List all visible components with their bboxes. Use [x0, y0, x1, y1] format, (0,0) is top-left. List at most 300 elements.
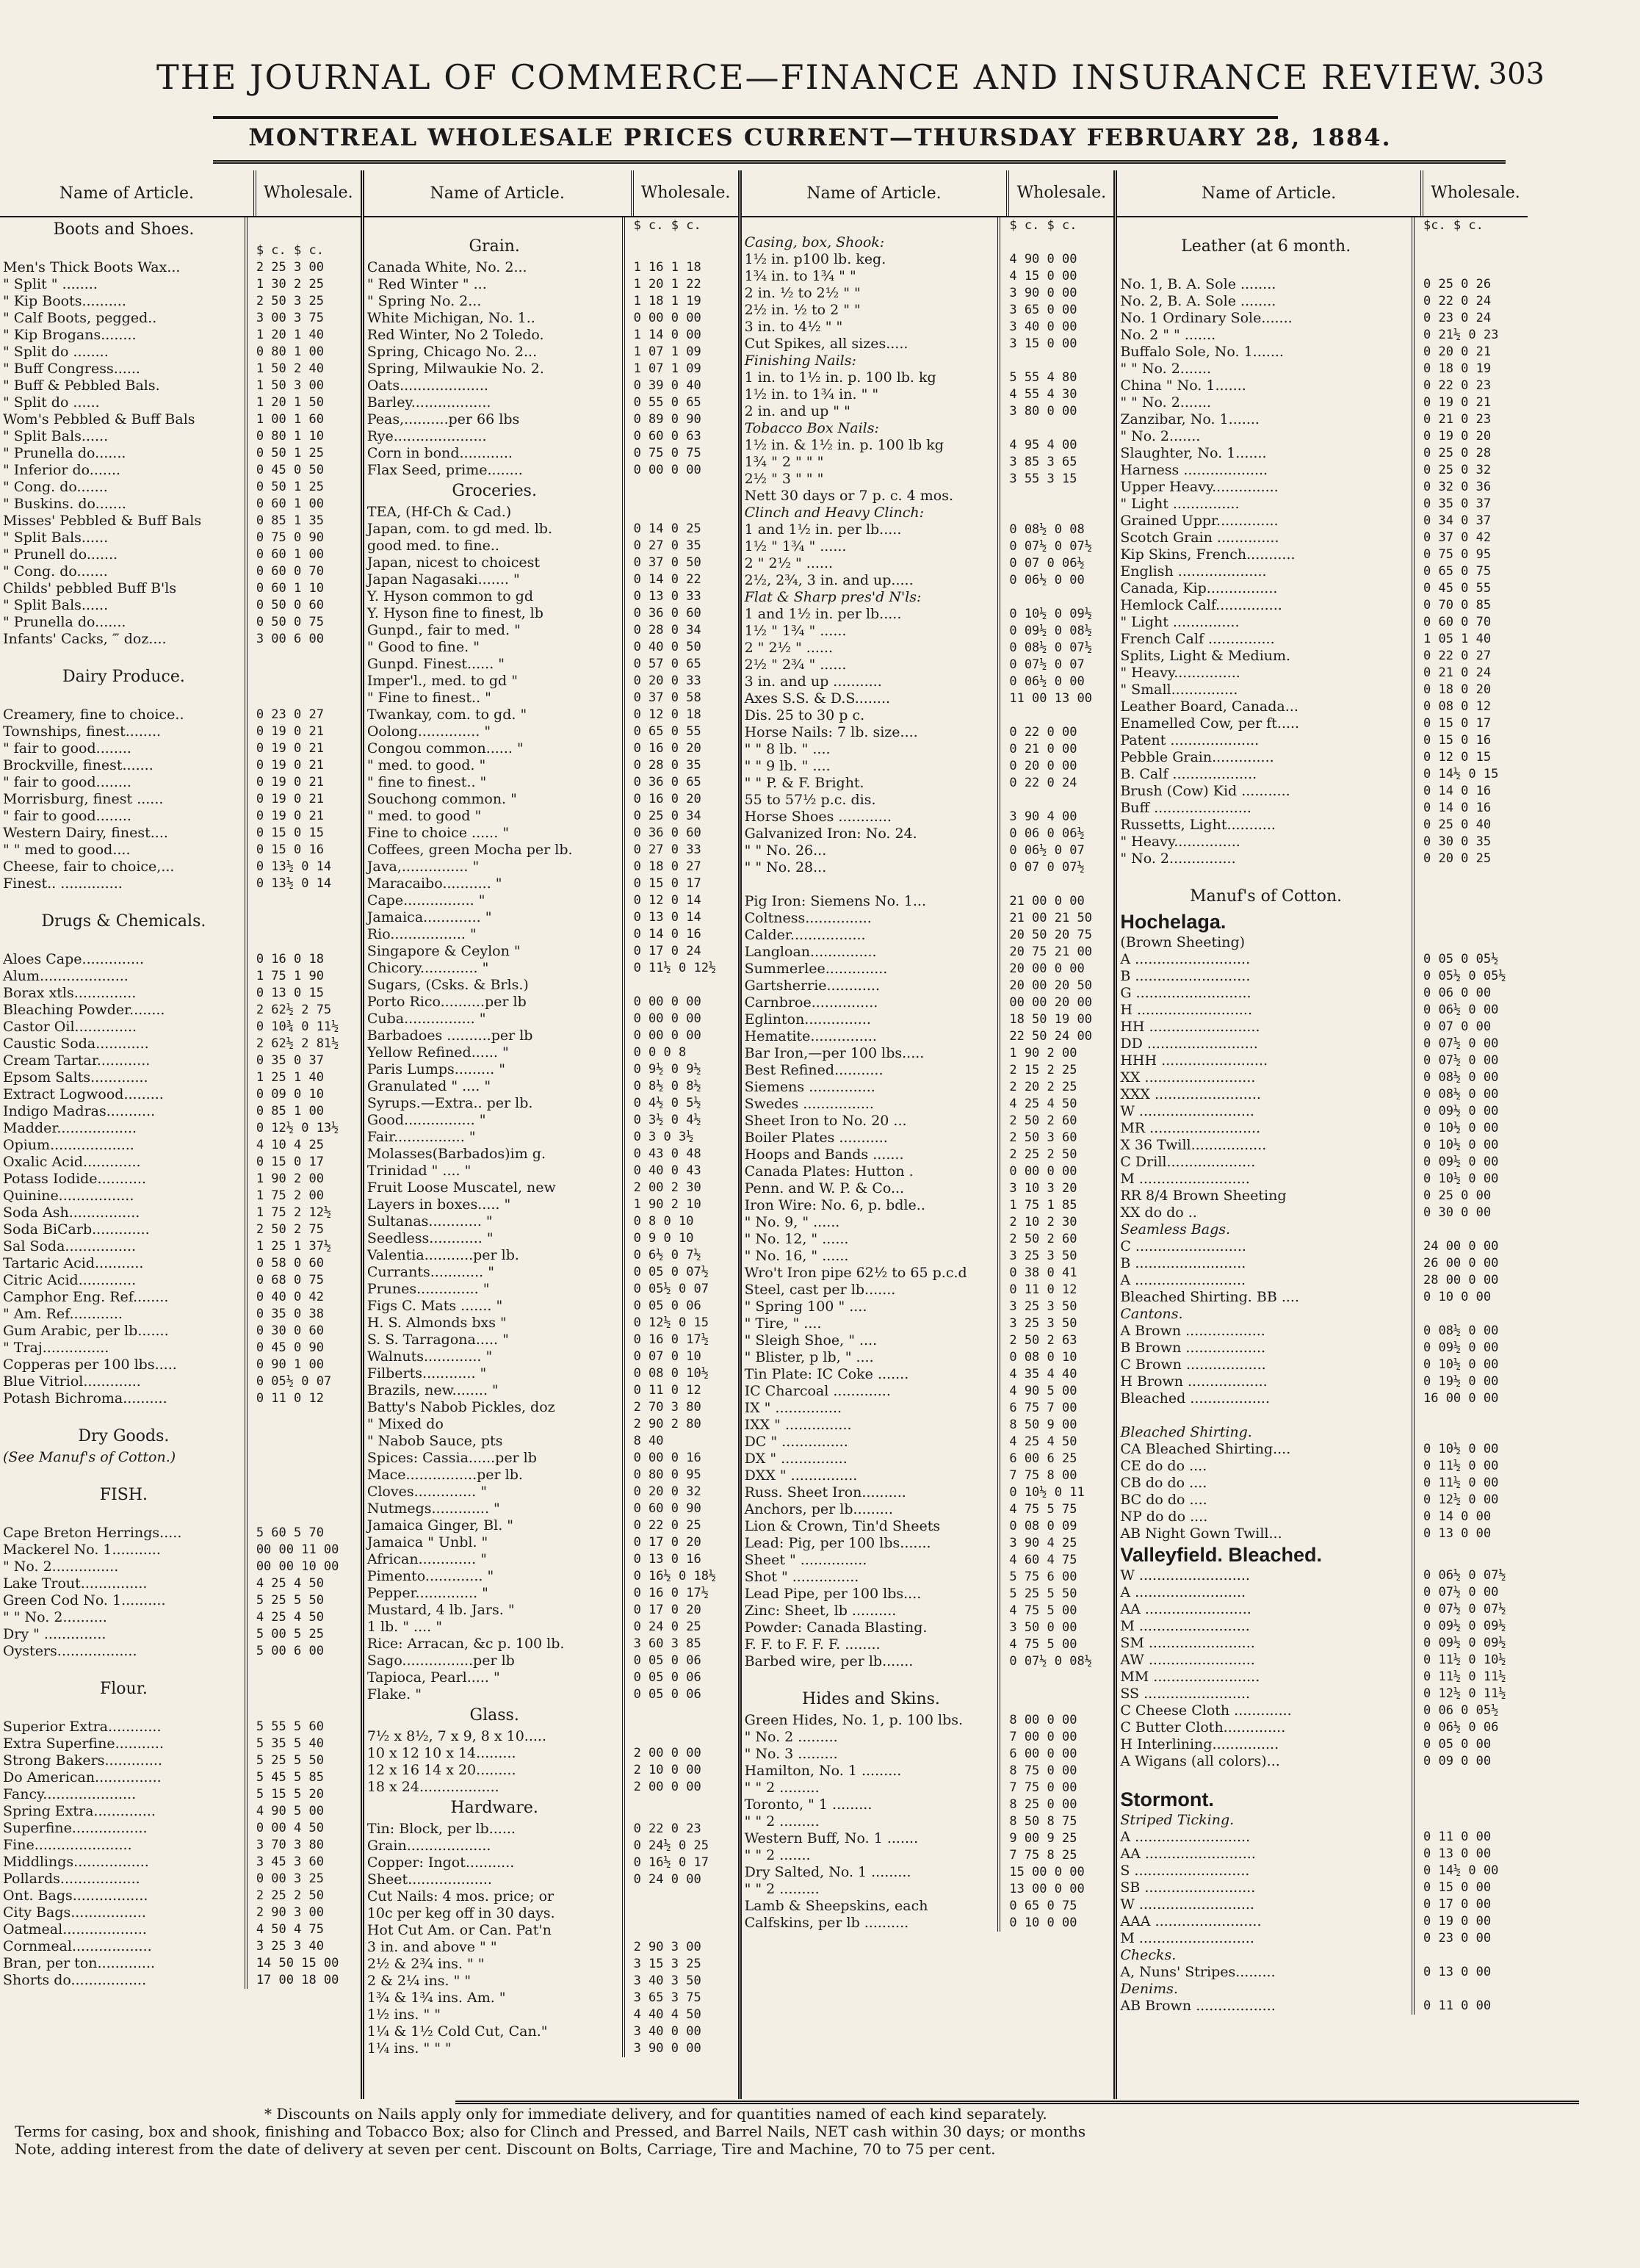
price-row — [364, 1196, 738, 1213]
footnote: * Discounts on Nails apply only for immediate delivery, and for quantities named of each kind separately. — [264, 2105, 1047, 2123]
price-row — [364, 1078, 738, 1095]
article-name: Penn. and W. P. & Co... — [744, 1180, 905, 1196]
wholesale-price: 0 07½ 0 08½ — [997, 1653, 1113, 1670]
article-name: MR ......................... — [1120, 1120, 1261, 1136]
price-row — [1117, 1492, 1528, 1509]
article-name: Potass Iodide........... — [3, 1171, 146, 1187]
article-name: IC Charcoal ............. — [744, 1383, 891, 1399]
price-row — [1117, 698, 1528, 715]
section-heading-row — [364, 479, 738, 504]
article-name: " No. 16, " ...... — [744, 1248, 849, 1264]
price-row — [364, 1990, 738, 2007]
wholesale-price: 5 00 5 25 — [245, 1626, 361, 1643]
price-row — [364, 1044, 738, 1061]
article-name: CE do do .... — [1120, 1458, 1207, 1474]
wholesale-price: 0 25 0 26 — [1412, 276, 1528, 293]
wholesale-price: 0 05 0 05½ — [1412, 951, 1528, 968]
article-name: Borax xtls.............. — [3, 985, 137, 1001]
article-name: RR 8/4 Brown Sheeting — [1120, 1188, 1287, 1204]
article-name: H Interlining............... — [1120, 1736, 1279, 1752]
article-name: " " 2 ....... — [744, 1847, 811, 1863]
article-name: " " No. 2....... — [1120, 394, 1212, 411]
price-column-4 — [1117, 170, 1528, 2099]
price-row — [1117, 293, 1528, 310]
wholesale-price: 0 06½ 0 07½ — [1412, 1567, 1528, 1584]
price-row — [742, 251, 1114, 268]
wholesale-price: 1 07 1 09 — [622, 361, 738, 378]
wholesale-price: 7 00 0 00 — [997, 1729, 1113, 1746]
price-row — [0, 1306, 361, 1323]
article-name: " " med to good.... — [3, 842, 131, 858]
article-name: Creamery, fine to choice.. — [3, 707, 184, 723]
article-name: M .......................... — [1120, 1930, 1254, 1946]
article-name: Seamless Bags. — [1120, 1221, 1231, 1238]
article-name: Zinc: Sheet, lb .......... — [744, 1603, 897, 1619]
name-of-article-header: Name of Article. — [1202, 184, 1337, 203]
wholesale-price: 0 35 0 37 — [245, 1052, 361, 1069]
article-name — [742, 876, 998, 893]
wholesale-price: 14 50 15 00 — [245, 1955, 361, 1972]
article-name: Soda Ash................ — [3, 1205, 140, 1221]
article-name: Citric Acid............. — [3, 1272, 137, 1288]
wholesale-price: 4 50 4 75 — [245, 1921, 361, 1938]
article-name: Canada White, No. 2... — [366, 259, 527, 275]
article-name: Valleyfield. Bleached. — [1120, 1544, 1322, 1566]
price-row — [742, 1400, 1114, 1417]
wholesale-price — [997, 234, 1113, 251]
wholesale-price: 0 00 4 50 — [245, 1820, 361, 1837]
article-name: Japan, com. to gd med. lb. — [366, 521, 552, 537]
wholesale-price — [245, 909, 361, 934]
price-row — [0, 1854, 361, 1871]
article-name — [1117, 217, 1412, 234]
wholesale-price: 0 22 0 24 — [997, 775, 1113, 792]
article-name: M ......................... — [1120, 1618, 1250, 1634]
price-row — [364, 1653, 738, 1669]
wholesale-price: 0 07 0 06½ — [997, 555, 1113, 572]
wholesale-price: 0 11 0 00 — [1412, 1998, 1528, 2015]
price-row — [1117, 732, 1528, 749]
wholesale-price: 20 75 21 00 — [997, 944, 1113, 961]
article-name: " fair to good........ — [3, 774, 131, 790]
wholesale-price: 0 08½ 0 08 — [997, 521, 1113, 538]
article-name: " Fine to finest.. " — [366, 690, 491, 706]
wholesale-price: 0 15 0 15 — [245, 825, 361, 842]
wholesale-price: 2 00 0 00 — [622, 1779, 738, 1796]
wholesale-price — [997, 589, 1113, 606]
price-row — [742, 1535, 1114, 1552]
wholesale-price: 0 19 0 20 — [1412, 428, 1528, 445]
price-row — [1117, 1913, 1528, 1930]
price-row — [742, 505, 1114, 521]
price-list-title: MONTREAL WHOLESALE PRICES CURRENT—THURSDAY FEBRUARY 28, 1884. — [248, 123, 1392, 151]
wholesale-price: 0 13½ 0 14 — [245, 875, 361, 892]
price-row — [0, 1643, 361, 1660]
article-name: Steel, cast per lb....... — [744, 1282, 896, 1298]
wholesale-price: 0 80 0 95 — [622, 1467, 738, 1484]
article-name: Corn in bond............ — [366, 445, 513, 461]
price-row — [742, 893, 1114, 910]
wholesale-price: 0 22 0 00 — [997, 724, 1113, 741]
article-name — [0, 1407, 245, 1424]
article-name: " Blister, p lb, " .... — [744, 1349, 874, 1365]
article-name: " Buff Congress...... — [3, 361, 140, 377]
price-row — [1117, 1846, 1528, 1863]
article-name: B. Calf ................... — [1120, 766, 1257, 782]
wholesale-price: 0 19½ 0 00 — [1412, 1373, 1528, 1390]
wholesale-price: 2 50 2 63 — [997, 1332, 1113, 1349]
article-name: Splits, Light & Medium. — [1120, 648, 1291, 664]
price-row — [0, 1466, 361, 1483]
price-row — [0, 1407, 361, 1424]
price-row — [1117, 817, 1528, 834]
article-name: S .......................... — [1120, 1863, 1250, 1879]
wholesale-price: 7 75 8 00 — [997, 1467, 1113, 1484]
price-row — [742, 1653, 1114, 1670]
article-name: Swedes ................ — [744, 1096, 874, 1112]
price-row — [742, 1763, 1114, 1780]
wholesale-price: 0 27 0 35 — [622, 538, 738, 555]
article-name: Powder: Canada Blasting. — [744, 1619, 928, 1636]
wholesale-price: 0 40 0 50 — [622, 639, 738, 656]
wholesale-price: 0 07½ 0 07½ — [1412, 1601, 1528, 1618]
wholesale-price — [245, 1677, 361, 1702]
price-row — [742, 944, 1114, 961]
wholesale-price: 4 25 4 50 — [245, 1575, 361, 1592]
price-row — [0, 378, 361, 394]
wholesale-price: 8 25 0 00 — [997, 1796, 1113, 1813]
article-name: 1 in. to 1½ in. p. 100 lb. kg — [744, 369, 936, 386]
article-name: Gunpd. Finest...... " — [366, 656, 505, 672]
article-name: Cornmeal.................. — [3, 1938, 152, 1954]
article-name: 1¾ " 2 " " " — [744, 454, 824, 470]
price-row — [0, 690, 361, 707]
price-row — [0, 1769, 361, 1786]
article-name: " Traj............... — [3, 1340, 109, 1356]
article-name: Congou common...... " — [366, 740, 524, 756]
article-name: AA ........................ — [1120, 1601, 1251, 1617]
wholesale-price: 0 16 0 20 — [622, 791, 738, 808]
price-row — [0, 1719, 361, 1736]
article-name: " fair to good........ — [3, 808, 131, 824]
price-row — [364, 1779, 738, 1796]
price-row — [0, 1340, 361, 1357]
article-name: 2½ " 3 " " " — [744, 471, 824, 487]
article-name: S. S. Tarragona..... " — [366, 1332, 509, 1348]
wholesale-price: 0 35 0 38 — [245, 1306, 361, 1323]
price-row — [364, 1365, 738, 1382]
price-row — [0, 1205, 361, 1221]
wholesale-price: 0 13 0 16 — [622, 1551, 738, 1568]
price-row — [364, 757, 738, 774]
article-name: 1½ in. & 1½ in. p. 100 lb kg — [744, 437, 944, 453]
price-row — [742, 1847, 1114, 1864]
wholesale-price: 0 09½ 0 08½ — [997, 623, 1113, 640]
price-row — [742, 1518, 1114, 1535]
wholesale-price: 0 25 0 40 — [1412, 817, 1528, 834]
wholesale-price: 0 25 0 28 — [1412, 445, 1528, 462]
price-row — [364, 1956, 738, 1973]
wholesale-price: 0 17 0 00 — [1412, 1896, 1528, 1913]
price-row — [364, 1247, 738, 1264]
column-body — [742, 217, 1114, 2099]
price-row — [1117, 682, 1528, 698]
price-row — [1117, 1137, 1528, 1154]
price-row — [0, 1272, 361, 1289]
price-row — [1117, 1947, 1528, 1964]
price-row — [0, 1120, 361, 1137]
price-row — [742, 437, 1114, 454]
wholesale-price — [997, 1670, 1113, 1687]
wholesale-price: 8 50 8 75 — [997, 1813, 1113, 1830]
article-name: Pimento............. " — [366, 1568, 494, 1584]
article-name: A ......................... — [1120, 1272, 1246, 1288]
price-row — [1117, 496, 1528, 513]
price-row — [1117, 327, 1528, 344]
wholesale-price: 0 21 0 00 — [997, 741, 1113, 758]
article-name: Lamb & Sheepskins, each — [744, 1898, 928, 1914]
wholesale-price: 0 19 0 21 — [245, 808, 361, 825]
price-row — [364, 892, 738, 909]
wholesale-price: 0 10½ 0 00 — [1412, 1441, 1528, 1458]
article-name: Syrups.—Extra.. per lb. — [366, 1095, 533, 1111]
wholesale-price: 0 13 0 00 — [1412, 1964, 1528, 1981]
article-name: 1¼ ins. " " " — [366, 2040, 452, 2056]
wholesale-price: 0 21 0 23 — [1412, 411, 1528, 428]
price-row — [1117, 783, 1528, 800]
wholesale-price: 16 00 0 00 — [1412, 1390, 1528, 1407]
price-row — [364, 504, 738, 521]
article-name: Extra Superfine........... — [3, 1736, 165, 1752]
price-row — [364, 1332, 738, 1348]
price-row — [1117, 867, 1528, 884]
price-row — [364, 1855, 738, 1871]
price-row — [1117, 259, 1528, 276]
wholesale-price: 0 28 0 35 — [622, 757, 738, 774]
wholesale-price: 2 20 2 25 — [997, 1079, 1113, 1096]
price-row — [742, 606, 1114, 623]
wholesale-price: 0 05 0 07½ — [622, 1264, 738, 1281]
article-name: Prunes.............. " — [366, 1281, 490, 1297]
price-row — [1117, 1753, 1528, 1770]
wholesale-price: 0 13½ 0 14 — [245, 859, 361, 875]
price-row — [1117, 1323, 1528, 1340]
wholesale-price: 3 15 3 25 — [622, 1956, 738, 1973]
price-column-3 — [742, 170, 1118, 2099]
wholesale-price: 0 08 0 10½ — [622, 1365, 738, 1382]
article-name: CB do do .... — [1120, 1475, 1207, 1491]
wholesale-price: 0 14 0 22 — [622, 571, 738, 588]
price-row — [1117, 1424, 1528, 1441]
wholesale-price: 17 00 18 00 — [245, 1972, 361, 1989]
wholesale-price: 0 07 0 10 — [622, 1348, 738, 1365]
price-row — [1117, 766, 1528, 783]
article-name: Spring Extra.............. — [3, 1803, 156, 1819]
wholesale-price — [622, 479, 738, 504]
article-name: C Brown .................. — [1120, 1357, 1266, 1373]
wholesale-price: 1 90 2 00 — [245, 1171, 361, 1188]
article-name: AB Night Gown Twill... — [1120, 1525, 1282, 1542]
article-name: XX ......................... — [1120, 1069, 1256, 1086]
price-row — [1117, 1635, 1528, 1652]
wholesale-price: 3 10 3 20 — [997, 1180, 1113, 1197]
price-row — [364, 1129, 738, 1146]
price-table — [0, 170, 1528, 2099]
price-row — [364, 1382, 738, 1399]
price-row — [742, 690, 1114, 707]
price-row — [0, 1702, 361, 1719]
wholesale-price: 0 10½ 0 00 — [1412, 1137, 1528, 1154]
wholesale-price — [1412, 1947, 1528, 1964]
wholesale-price: 0 09½ 0 00 — [1412, 1340, 1528, 1357]
wholesale-price: 0 18 0 20 — [1412, 682, 1528, 698]
price-row — [742, 1113, 1114, 1130]
article-name: " Prunell do....... — [3, 546, 118, 563]
wholesale-price: 0 12½ 0 13½ — [245, 1120, 361, 1137]
article-name: " No. 2............... — [3, 1559, 119, 1575]
article-name: Hematite............... — [744, 1028, 877, 1044]
price-row — [742, 623, 1114, 640]
wholesale-price: 0 13 0 15 — [245, 985, 361, 1002]
wholesale-price: 0 36 0 60 — [622, 825, 738, 842]
article-name: Cheese, fair to choice,... — [3, 859, 175, 875]
wholesale-price: 0 05½ 0 07 — [245, 1373, 361, 1390]
price-row — [1117, 968, 1528, 985]
price-row — [0, 361, 361, 378]
article-name: 2 & 2¼ ins. " " — [366, 1973, 472, 1989]
article-name: Western Buff, No. 1 ....... — [744, 1830, 919, 1846]
wholesale-price: 0 37 0 50 — [622, 555, 738, 571]
price-row — [1117, 563, 1528, 580]
wholesale-price: 0 08½ 0 00 — [1412, 1086, 1528, 1103]
article-name: 10 x 12 10 x 14......... — [366, 1745, 516, 1761]
price-row — [364, 909, 738, 926]
wholesale-price: 0 10¾ 0 11½ — [245, 1019, 361, 1036]
wholesale-price: 4 25 4 50 — [997, 1096, 1113, 1113]
article-name: Clinch and Heavy Clinch: — [744, 505, 925, 521]
footnote: Note, adding interest from the date of delivery at seven per cent. Discount on Bolts, Carriage, Tire and Machine, 70 to 75 per cent. — [15, 2140, 996, 2158]
price-row — [364, 1669, 738, 1686]
article-name: Fair................ " — [366, 1129, 476, 1145]
article-name: Bleached Shirting. — [1120, 1424, 1252, 1440]
subtitle-rule — [213, 160, 1506, 164]
wholesale-price: 0 05½ 0 07 — [622, 1281, 738, 1298]
price-row — [0, 1154, 361, 1171]
wholesale-price: 0 17 0 24 — [622, 943, 738, 960]
article-name: Slaughter, No. 1....... — [1120, 445, 1267, 461]
price-row — [1117, 1525, 1528, 1542]
article-name: Fruit Loose Muscatel, new — [366, 1180, 556, 1196]
article-name: Imper'l., med. to gd " — [366, 673, 518, 689]
price-row — [364, 1399, 738, 1416]
price-row — [742, 268, 1114, 285]
article-name: 2½, 2¾, 3 in. and up..... — [744, 572, 914, 588]
wholesale-price: 9 00 9 25 — [997, 1830, 1113, 1847]
wholesale-price: 0 13 0 14 — [622, 909, 738, 926]
article-name: XX do do .. — [1120, 1205, 1197, 1221]
wholesale-price: 0 19 0 21 — [245, 723, 361, 740]
wholesale-price — [1412, 884, 1528, 909]
price-row — [0, 1221, 361, 1238]
article-name: Camphor Eng. Ref........ — [3, 1289, 169, 1305]
price-row — [364, 1534, 738, 1551]
article-name: Chicory............. " — [366, 960, 489, 976]
article-name: Best Refined........... — [744, 1062, 884, 1078]
article-name: 3 in. and above " " — [366, 1939, 497, 1955]
article-name: Caustic Soda............ — [3, 1036, 149, 1052]
wholesale-price: 0 16½ 0 18½ — [622, 1568, 738, 1585]
article-name: 2 " 2½ " ...... — [744, 555, 834, 571]
article-name: Madder.................. — [3, 1120, 137, 1136]
article-name: Epsom Salts............. — [3, 1069, 148, 1086]
wholesale-price: 1 25 1 37½ — [245, 1238, 361, 1255]
article-name: Pig Iron: Siemens No. 1... — [744, 893, 926, 909]
price-row — [742, 1552, 1114, 1569]
price-row — [364, 639, 738, 656]
article-name: Brockville, finest....... — [3, 757, 153, 773]
wholesale-price: 3 40 0 00 — [997, 319, 1113, 336]
price-row — [364, 1264, 738, 1281]
price-row — [742, 217, 1114, 234]
article-name: " Prunella do....... — [3, 445, 126, 461]
wholesale-price: 0 11 0 00 — [1412, 1829, 1528, 1846]
article-name — [0, 1660, 245, 1677]
wholesale-price: 0 3½ 0 4½ — [622, 1112, 738, 1129]
price-row — [742, 1915, 1114, 1932]
price-row — [1117, 1601, 1528, 1618]
wholesale-price: 0 11½ 0 00 — [1412, 1475, 1528, 1492]
price-row — [0, 1323, 361, 1340]
wholesale-price — [245, 1483, 361, 1508]
price-column-2 — [364, 170, 742, 2099]
wholesale-price: 2 90 2 80 — [622, 1416, 738, 1433]
wholesale-price: 0 17 0 20 — [622, 1602, 738, 1619]
price-row — [364, 1922, 738, 1939]
wholesale-price: 0 37 0 58 — [622, 690, 738, 707]
wholesale-price: 0 24 0 25 — [622, 1619, 738, 1636]
wholesale-price: 0 11 0 12 — [245, 1390, 361, 1407]
article-name: " Light ............... — [1120, 496, 1240, 512]
wholesale-price: 0 20 0 33 — [622, 673, 738, 690]
price-row — [1117, 715, 1528, 732]
wholesale-price: 0 85 1 00 — [245, 1103, 361, 1120]
wholesale-price: 3 15 0 00 — [997, 336, 1113, 353]
article-name: Fine to choice ...... " — [366, 825, 510, 841]
wholesale-price: 4 55 4 30 — [997, 386, 1113, 403]
price-row — [0, 842, 361, 859]
article-name: Extract Logwood......... — [3, 1086, 164, 1102]
article-name — [0, 1466, 245, 1483]
wholesale-price: 0 07½ 0 00 — [1412, 1052, 1528, 1069]
price-row — [364, 1888, 738, 1905]
price-row — [1117, 631, 1528, 648]
wholesale-price: 2 50 2 60 — [997, 1231, 1113, 1248]
wholesale-price: 0 10½ 0 00 — [1412, 1171, 1528, 1188]
wholesale-price: 0 14 0 16 — [1412, 800, 1528, 817]
article-name: XXX ........................ — [1120, 1086, 1261, 1102]
wholesale-price: 0 05 0 06 — [622, 1669, 738, 1686]
price-row — [742, 842, 1114, 859]
price-row — [742, 319, 1114, 336]
wholesale-price: 3 90 0 00 — [997, 285, 1113, 302]
wholesale-price — [1412, 1812, 1528, 1829]
price-row — [364, 259, 738, 276]
price-row — [0, 1373, 361, 1390]
article-name: Leather Board, Canada... — [1120, 698, 1298, 715]
price-row — [1117, 1475, 1528, 1492]
article-name: (See Manuf's of Cotton.) — [3, 1449, 176, 1465]
article-name: Pebble Grain.............. — [1120, 749, 1274, 765]
